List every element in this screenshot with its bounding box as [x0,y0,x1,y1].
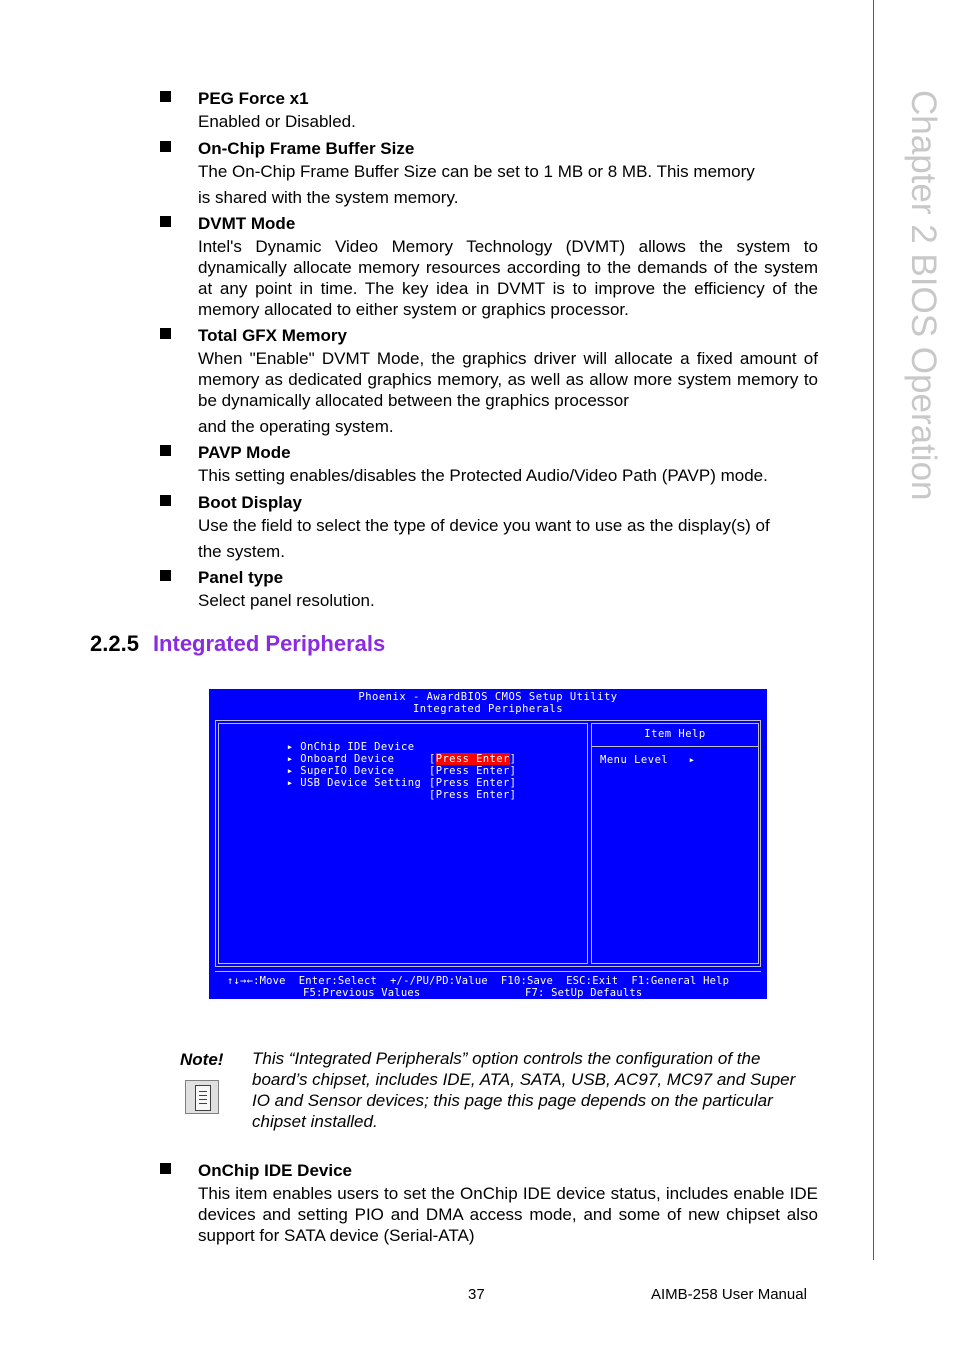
note-icon [185,1080,219,1114]
item-body: and the operating system. [198,417,394,436]
item-title: OnChip IDE Device [198,1161,352,1180]
bios-frame [215,720,761,967]
side-rule [873,0,874,1260]
bullet-icon [160,1163,171,1174]
bios-key-previous: F5:Previous Values [303,987,421,999]
bios-item-value-text: Press Enter [435,789,510,801]
bullet-icon [160,328,171,339]
item-title: PAVP Mode [198,443,291,462]
item-body: This item enables users to set the OnChip IDE device status, includes enable IDE devices and setting PIO and DMA access mode, and some of new chipset also support for SATA device (Serial-ATA) [198,1184,818,1245]
bios-footer-divider [215,971,761,972]
bios-item-value[interactable]: [Press Enter] [429,789,517,801]
bios-item-value[interactable]: [Press Enter] [429,753,517,765]
bullet-icon [160,216,171,227]
submenu-arrow-icon: ▸ [286,765,301,777]
bios-screenshot [209,689,767,999]
bullet-icon [160,141,171,152]
note-text: This “Integrated Peripherals” option controls the configuration of the board’s chipset, includes IDE, ATA, SATA, USB, AC97, MC97 and Super IO and Sensor devices; this page this page depends on the particular chipset installed. [252,1049,796,1131]
bios-item-label: OnChip IDE Device [300,741,415,753]
item-title: Panel type [198,568,284,587]
submenu-arrow-icon: ▸ [286,777,301,789]
bios-header [209,689,767,718]
note-label: Note! [180,1050,224,1069]
bullet-icon [160,91,171,102]
bullet-icon [160,495,171,506]
item-title: On-Chip Frame Buffer Size [198,139,415,158]
chapter-side-title-text: Chapter 2 BIOS Operation [904,90,943,501]
bios-help-panel [591,723,759,964]
bios-item-value-text: Press Enter [435,777,510,789]
item-title: DVMT Mode [198,214,296,233]
item-body: Use the field to select the type of device you want to use as the display(s) of [198,516,770,535]
item-body: The On-Chip Frame Buffer Size can be set to 1 MB or 8 MB. This memory [198,162,755,181]
bios-item-value[interactable]: [Press Enter] [429,777,517,789]
submenu-arrow-icon: ▸ [286,741,301,753]
bios-header-subtitle: Integrated Peripherals [412,703,564,715]
manual-name: AIMB-258 User Manual [651,1286,807,1303]
bios-key-defaults: F7: SetUp Defaults [525,987,643,999]
bios-menu-item[interactable] [233,765,517,801]
bios-item-label: USB Device Setting [300,777,422,789]
bios-header-title: Phoenix - AwardBIOS CMOS Setup Utility [358,691,618,703]
section-title: Integrated Peripherals [152,631,386,656]
bios-footer [209,971,767,999]
bios-menu-panel [218,723,588,964]
page-number: 37 [468,1286,485,1303]
help-menu-level: Menu Level ▸ [600,754,696,766]
item-body: Select panel resolution. [198,591,375,610]
bullet-icon [160,445,171,456]
help-divider [592,746,758,747]
item-body: Intel's Dynamic Video Memory Technology (DVMT) allows the system to dynamically allocate memory resources according to the demands of the system at any point in time. The key idea in DVMT is to improve the efficiency of the memory allocated to either system or graphics processor. [198,237,818,319]
chapter-side-title [895,90,945,550]
bios-item-label: SuperIO Device [300,765,395,777]
item-body: When "Enable" DVMT Mode, the graphics driver will allocate a fixed amount of memory as dedicated graphics memory, as well as allow more system memory to be dynamically allocated between the graphics processor [198,349,818,410]
bios-item-value-text: Press Enter [435,765,510,777]
item-body: Enabled or Disabled. [198,112,356,131]
submenu-arrow-icon: ▸ [286,753,301,765]
bios-item-label: Onboard Device [300,753,395,765]
bullet-icon [160,570,171,581]
bios-item-value-text: Press Enter [435,753,510,765]
help-title: Item Help [644,728,706,740]
bios-key-legend: ↑↓→←:Move Enter:Select +/-/PU/PD:Value F10:Save ESC:Exit F1:General Help [227,975,730,987]
item-title: Total GFX Memory [198,326,347,345]
item-body: This setting enables/disables the Protected Audio/Video Path (PAVP) mode. [198,466,768,485]
item-body: is shared with the system memory. [198,188,459,207]
item-title: Boot Display [198,493,302,512]
item-body: the system. [198,542,285,561]
section-number: 2.2.5 [90,631,139,656]
section-heading [90,631,385,657]
bios-item-value[interactable]: [Press Enter] [429,765,517,777]
item-title: PEG Force x1 [198,89,309,108]
